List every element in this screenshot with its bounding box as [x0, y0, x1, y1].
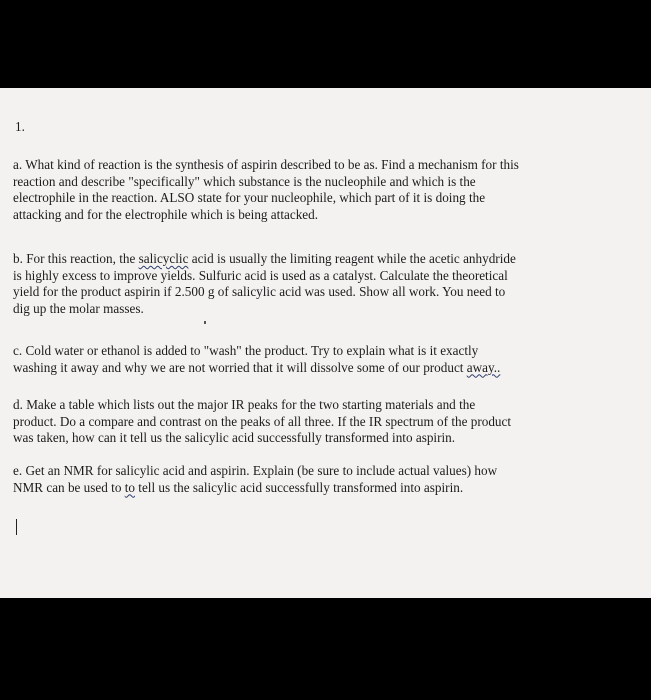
stray-mark	[204, 321, 206, 324]
part-e-paragraph	[13, 463, 638, 496]
part-a-paragraph: a. What kind of reaction is the synthesis of aspirin described to be as. Find a mechanism for this reaction and describe "specifically" which substance is the nucleophile and which is the electrophile in the reaction. ALSO state for your nucleophile, which part of it is doing the attacking and for the electrophile which is being attacked.	[13, 157, 519, 222]
part-c-paragraph	[13, 343, 638, 376]
spellcheck-flagged-word[interactable]: salicyclic	[138, 251, 189, 266]
part-b-rest: acid is usually the limiting reagent while the acetic anhydride is highly excess to improve yields. Sulfuric acid is used as a catalyst. Calculate the theoretical yield for the product aspirin if 2.500 g of salicylic acid was used. Show all work. You need to dig up the molar masses.	[13, 251, 516, 316]
text-cursor	[16, 519, 17, 535]
part-e-lead: e. Get an NMR for salicylic acid and aspirin. Explain (be sure to include actual values) how NMR can be used to	[13, 463, 498, 495]
part-b-paragraph	[13, 251, 638, 317]
part-b-lead: b. For this reaction, the	[13, 251, 139, 266]
question-number: 1.	[15, 119, 25, 134]
spellcheck-flagged-word[interactable]: to	[124, 479, 135, 495]
part-e-rest: tell us the salicylic acid successfully transformed into aspirin.	[134, 479, 464, 495]
part-c-lead: c. Cold water or ethanol is added to "wash" the product. Try to explain what is it exactly washing it away and why we are not worried that it will dissolve some of our product	[13, 343, 479, 375]
part-d-paragraph: d. Make a table which lists out the major IR peaks for the two starting materials and the product. Do a compare and contrast on the peaks of all three. If the IR spectrum of the product was taken, how can it tell us the salicylic acid successfully transformed into aspirin.	[13, 397, 512, 445]
document-page	[0, 88, 651, 598]
spellcheck-flagged-word[interactable]: away..	[466, 359, 501, 375]
